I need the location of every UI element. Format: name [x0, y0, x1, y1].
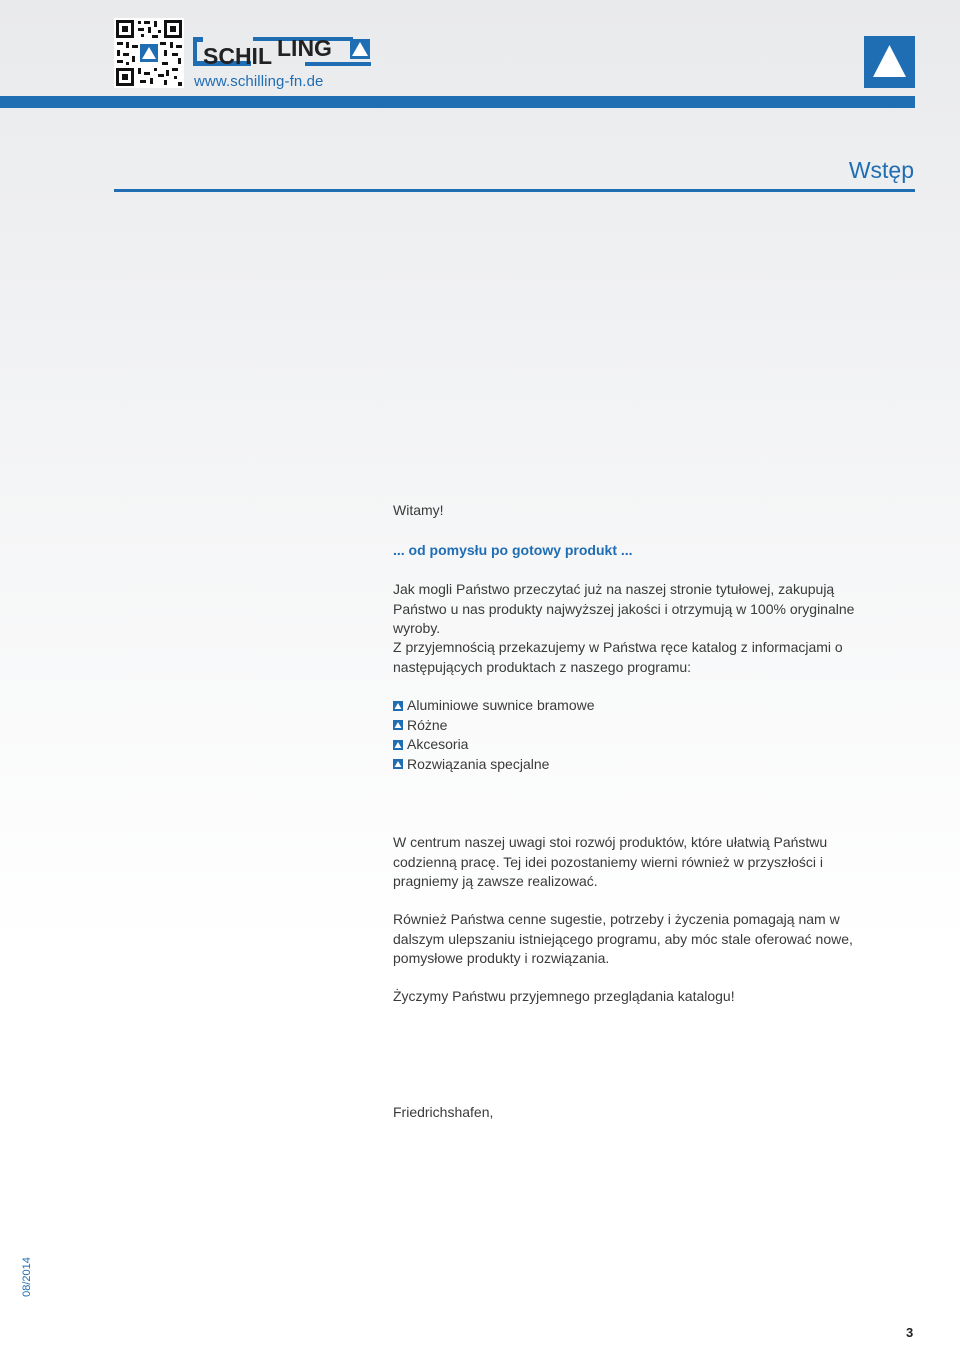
paragraph-focus: W centrum naszej uwagi stoi rozwój produktów, które ułatwią Państwu codzienną pracę. Tej idei pozostaniemy wierni również w przyszłości i pragniemy ją zawsze realizować. [393, 834, 828, 889]
logo-text-left: SCHIL [203, 43, 272, 69]
greeting: Witamy! [393, 502, 444, 518]
product-list [393, 696, 883, 774]
bullet-triangle-icon [393, 759, 403, 769]
bullet-triangle-icon [393, 701, 403, 711]
list-item-label: Rozwiązania specjalne [407, 755, 550, 772]
list-item-label: Aluminiowe suwnice bramowe [407, 697, 595, 713]
header-bar [0, 96, 915, 108]
list-item [393, 735, 883, 755]
bullet-triangle-icon [393, 720, 403, 730]
list-item-label: Różne [407, 716, 448, 733]
paragraph-intro: Jak mogli Państwo przeczytać już na naszej stronie tytułowej, zakupują Państwo u nas produkty najwyższej jakości i otrzymują w 100% oryginalne wyroby. [393, 581, 855, 636]
city-signature: Friedrichshafen, [393, 1104, 494, 1120]
brand-triangle-icon [864, 36, 915, 88]
paragraph-suggestions: Również Państwa cenne sugestie, potrzeby i życzenia pomagają nam w dalszym ulepszaniu istniejącego programu, aby móc stale oferować nowe, pomysłowe produkty i rozwiązania. [393, 911, 853, 966]
section-title: Wstęp [848, 157, 914, 183]
paragraph-catalog: Z przyjemnością przekazujemy w Państwa ręce katalog z informacjami o następujących produktach z naszego programu: [393, 639, 843, 675]
motto: ... od pomysłu po gotowy produkt ... [393, 542, 633, 558]
list-item-label: Akcesoria [407, 736, 469, 752]
logo-text-right: LING [277, 35, 332, 61]
page-number: 3 [906, 1325, 914, 1340]
list-item [393, 755, 883, 775]
website-url[interactable]: www.schilling-fn.de [194, 73, 324, 90]
bullet-triangle-icon [393, 740, 403, 750]
edition-date: 08/2014 [21, 1257, 33, 1297]
list-item [393, 696, 883, 716]
qr-code [114, 18, 184, 88]
paragraph-closing: Życzymy Państwu przyjemnego przeglądania katalogu! [393, 988, 735, 1004]
title-divider [114, 189, 915, 192]
schilling-logo [193, 33, 373, 69]
list-item [393, 716, 883, 736]
